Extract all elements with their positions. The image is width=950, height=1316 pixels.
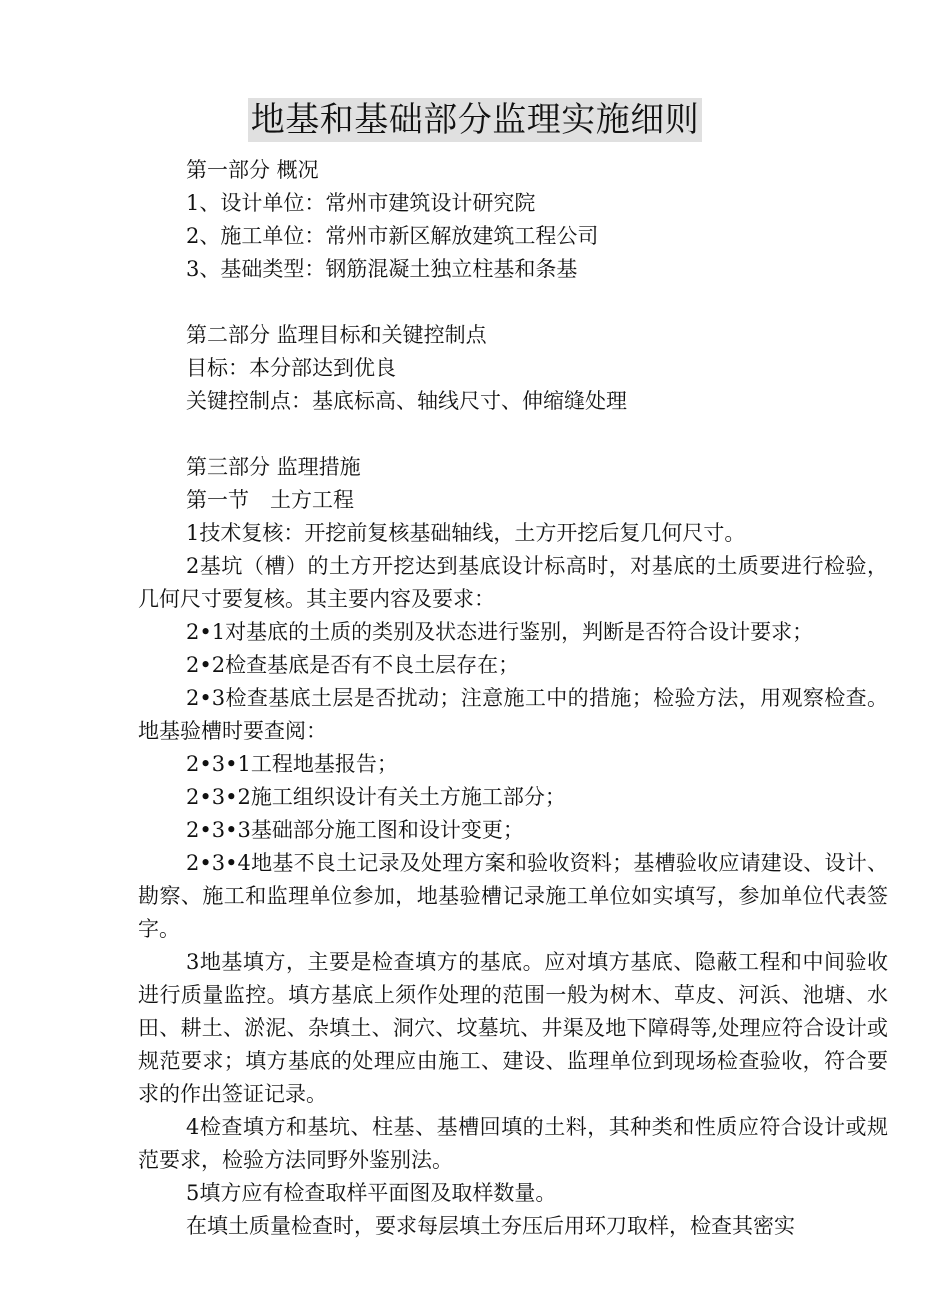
paragraph: 2•3•1工程地基报告；	[186, 752, 398, 776]
paragraph: 2•2检查基底是否有不良土层存在；	[186, 653, 520, 677]
paragraph: 5填方应有检查取样平面图及取样数量。	[186, 1181, 557, 1205]
foundation-type: 3、基础类型：钢筋混凝土独立柱基和条基	[186, 257, 578, 281]
chapter-1-heading: 第一节 土方工程	[186, 488, 354, 512]
section-3-heading: 第三部分 监理措施	[186, 455, 361, 479]
design-unit: 1、设计单位：常州市建筑设计研究院	[186, 191, 536, 215]
objective: 目标：本分部达到优良	[186, 356, 396, 380]
construction-unit: 2、施工单位：常州市新区解放建筑工程公司	[186, 224, 599, 248]
document-body	[138, 154, 888, 1243]
paragraph: 1技术复核：开挖前复核基础轴线，土方开挖后复几何尺寸。	[186, 521, 746, 545]
paragraph: 3地基填方，主要是检查填方的基底。应对填方基底、隐蔽工程和中间验收进行质量监控。填方基底上须作处理的范围一般为树木、草皮、河浜、池塘、水田、耕土、淤泥、杂填土、洞穴、坟墓坑、井渠及地下障碍等,处理应符合设计或规范要求；填方基底的处理应由施工、建设、监理单位到现场检查验收，符合要求的作出签证记录。	[138, 950, 888, 1106]
key-control-points: 关键控制点：基底标高、轴线尺寸、伸缩缝处理	[186, 389, 627, 413]
title-container	[0, 98, 950, 142]
section-2-heading: 第二部分 监理目标和关键控制点	[186, 323, 487, 347]
section-1-heading: 第一部分 概况	[186, 158, 319, 182]
paragraph: 2•3检查基底土层是否扰动；注意施工中的措施；检验方法，用观察检查。地基验槽时要查阅：	[138, 686, 888, 743]
paragraph: 2基坑（槽）的土方开挖达到基底设计标高时，对基底的土质要进行检验，几何尺寸要复核。其主要内容及要求：	[138, 554, 888, 611]
blank-line	[138, 418, 888, 451]
paragraph: 2•3•3基础部分施工图和设计变更；	[186, 818, 524, 842]
paragraph: 2•3•2施工组织设计有关土方施工部分；	[186, 785, 566, 809]
paragraph: 在填土质量检查时，要求每层填土夯压后用环刀取样，检查其密实	[186, 1214, 795, 1238]
paragraph: 4检查填方和基坑、柱基、基槽回填的土料，其种类和性质应符合设计或规范要求，检验方法同野外鉴别法。	[138, 1115, 888, 1172]
document-title: 地基和基础部分监理实施细则	[248, 98, 703, 142]
paragraph: 2•3•4地基不良土记录及处理方案和验收资料；基槽验收应请建设、设计、勘察、施工和监理单位参加，地基验槽记录施工单位如实填写，参加单位代表签字。	[138, 851, 888, 941]
paragraph: 2•1对基底的土质的类别及状态进行鉴别，判断是否符合设计要求；	[186, 620, 814, 644]
blank-line	[138, 286, 888, 319]
